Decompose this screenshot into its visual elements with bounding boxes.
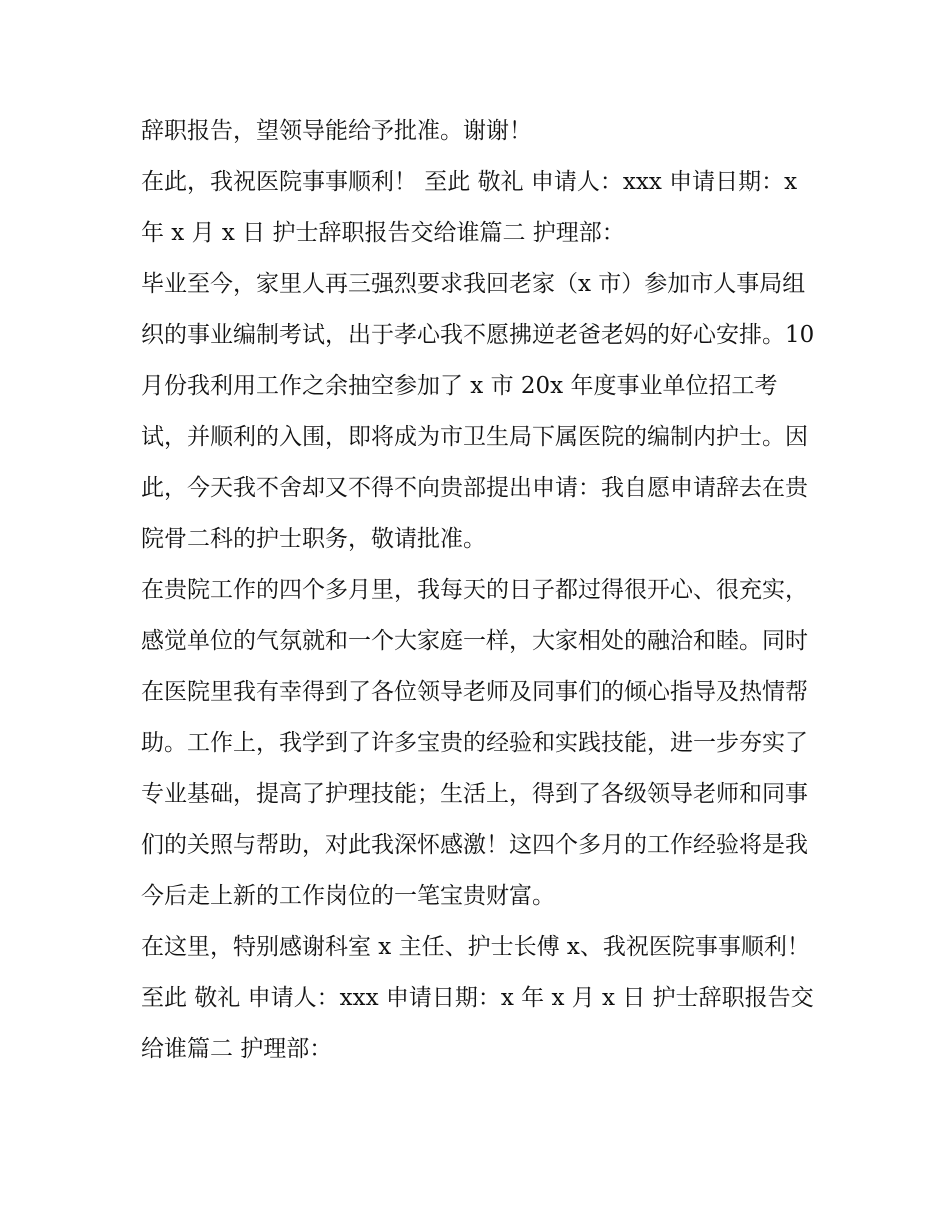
paragraph-closing-request: 辞职报告，望领导能给予批准。谢谢！ — [141, 118, 532, 144]
paragraph-thanks-signature: 在这里，特别感谢科室 x 主任、护士长傅 x、我祝医院事事顺利！ 至此 敬礼 申请人：xxx 申请日期：x 年 x 月 x 日 护士辞职报告交给谁篇二 护理部： — [141, 934, 814, 1062]
paragraph-gratitude: 在贵院工作的四个多月里，我每天的日子都过得很开心、很充实，感觉单位的气氛就和一个大家庭一样，大家相处的融洽和睦。同时在医院里我有幸得到了各位领导老师及同事们的倾心指导及热情帮助。工作上，我学到了许多宝贵的经验和实践技能，进一步夯实了专业基础，提高了护理技能；生活上，得到了各级领导老师和同事们的关照与帮助，对此我深怀感激！这四个多月的工作经验将是我今后走上新的工作岗位的一笔宝贵财富。 — [141, 577, 808, 909]
paragraph-signature-block: 在此，我祝医院事事顺利！ 至此 敬礼 申请人：xxx 申请日期：x 年 x 月 x 日 护士辞职报告交给谁篇二 护理部： — [141, 169, 798, 246]
paragraph-reason: 毕业至今，家里人再三强烈要求我回老家（x 市）参加市人事局组织的事业编制考试，出于孝心我不愿拂逆老爸老妈的好心安排。10 月份我利用工作之余抽空参加了 x 市 20x 年度事业单位招工考试，并顺利的入围，即将成为市卫生局下属医院的编制内护士。因此，今天我不舍却又不得不向贵部提出申请：我自愿申请辞去在贵院骨二科的护士职务，敬请批准。 — [141, 271, 815, 552]
document-body — [141, 106, 821, 1075]
